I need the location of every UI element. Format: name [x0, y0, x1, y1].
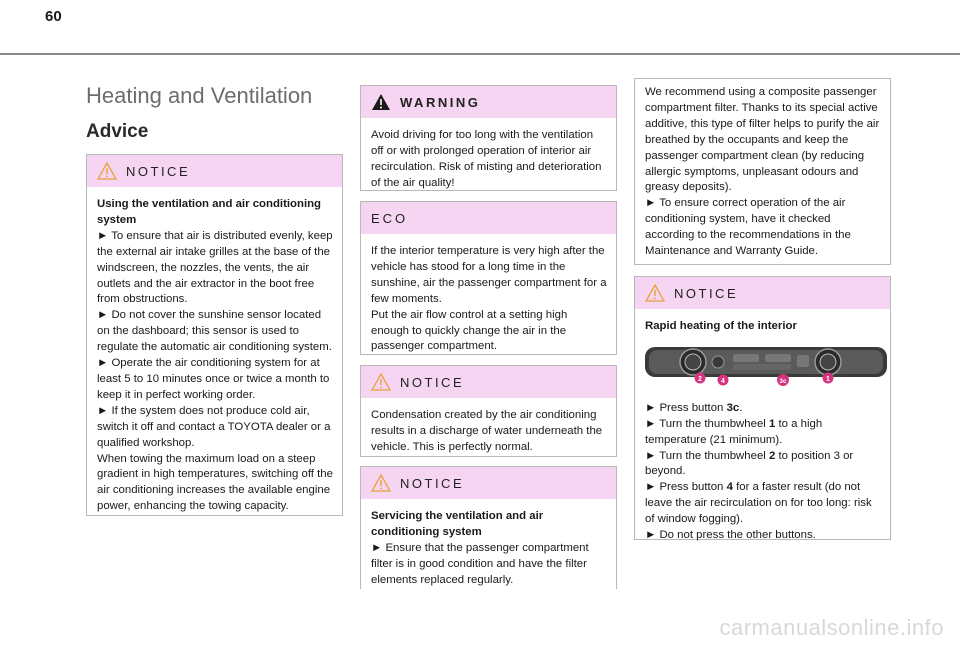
notice-header — [361, 366, 616, 398]
notice-body — [87, 187, 342, 523]
notice-box-ventilation — [86, 154, 343, 516]
eco-label: ECO — [371, 210, 409, 226]
section-title: Advice — [86, 121, 149, 142]
rapid-step: ► Turn the thumbwheel 1 to a high temperature (21 minimum). — [645, 417, 823, 446]
filter-info-body — [635, 79, 890, 268]
rapid-heading: Rapid heating of the interior — [645, 320, 797, 332]
notice-line: When towing the maximum load on a steep gradient in high temperatures, switching off the air conditioning increases the available engine power, enhancing the towing capacity. — [97, 452, 333, 513]
notice-label: NOTICE — [674, 285, 739, 301]
notice-body — [361, 398, 616, 464]
callout-label: 2 — [698, 375, 702, 383]
warning-outline-icon — [97, 162, 117, 180]
notice-label: NOTICE — [400, 475, 465, 491]
condensation-text: Condensation created by the air conditioning results in a discharge of water underneath the vehicle. This is perfectly normal. — [371, 409, 603, 453]
servicing-text: ► Ensure that the passenger compartment filter is in good condition and have the filter elements replaced regularly. — [371, 541, 589, 586]
notice-box-servicing — [360, 466, 617, 589]
page-number: 60 — [45, 8, 62, 25]
page-title: Heating and Ventilation — [86, 83, 313, 108]
notice-box-rapid-heating — [634, 276, 891, 540]
eco-line: If the interior temperature is very high after the vehicle has stood for a long time in the sunshine, air the passenger compartment for a few moments. — [371, 245, 607, 305]
warning-body — [361, 118, 616, 200]
footer-watermark: carmanualsonline.info — [719, 615, 944, 640]
eco-header — [361, 202, 616, 234]
notice-body — [635, 309, 890, 552]
filter-line: ► To ensure correct operation of the air conditioning system, have it checked according to the recommendations in the Maintenance and Warranty Guide. — [645, 197, 851, 258]
warning-header — [361, 86, 616, 118]
warning-text: Avoid driving for too long with the ventilation off or with prolonged operation of interior air recirculation. Risk of misting and deterioration of the air quality! — [371, 129, 602, 189]
filter-line: We recommend using a composite passenger compartment filter. Thanks to its special active additive, this type of filter helps to purify the air breathed by the occupants and keep the passenger compartment clean (by reducing allergic symptoms, unpleasant odours and greasy deposits). — [645, 86, 880, 194]
notice-box-condensation — [360, 365, 617, 457]
rapid-step: ► Press button 3c. — [645, 401, 743, 414]
warning-outline-icon — [371, 373, 391, 391]
notice-heading: Using the ventilation and air conditioning system — [97, 198, 322, 226]
servicing-heading: Servicing the ventilation and air conditioning system — [371, 510, 544, 538]
notice-line: ► Operate the air conditioning system for at least 5 to 10 minutes once or twice a month to keep it in perfect working order. — [97, 357, 330, 401]
rapid-step: ► Do not press the other buttons. — [645, 529, 816, 542]
warning-box — [360, 85, 617, 191]
eco-body — [361, 234, 616, 363]
top-rule — [0, 53, 960, 55]
callout-label: 4 — [721, 377, 725, 385]
warning-outline-icon — [371, 474, 391, 492]
climate-control-panel-illustration — [643, 343, 889, 387]
notice-body — [361, 499, 616, 597]
rapid-step: ► Press button 4 for a faster result (do not leave the air recirculation on for too long: risk of window fogging). — [645, 481, 872, 526]
notice-header — [635, 277, 890, 309]
notice-header — [361, 467, 616, 499]
notice-label: NOTICE — [126, 163, 191, 179]
notice-line: ► Do not cover the sunshine sensor located on the dashboard; this sensor is used to regulate the automatic air conditioning system. — [97, 309, 332, 354]
warning-outline-icon — [645, 284, 665, 302]
notice-line: ► If the system does not produce cold air, switch it off and contact a TOYOTA dealer or a qualified workshop. — [97, 404, 331, 449]
warning-label: WARNING — [400, 94, 481, 110]
warning-filled-icon — [371, 93, 391, 111]
eco-line: Put the air flow control at a setting high enough to quickly change the air in the passenger compartment. — [371, 308, 568, 353]
filter-info-box — [634, 78, 891, 265]
notice-label: NOTICE — [400, 374, 465, 390]
callout-label: 3c — [779, 377, 787, 385]
rapid-step: ► Turn the thumbwheel 2 to position 3 or beyond. — [645, 449, 854, 478]
eco-box — [360, 201, 617, 355]
notice-line: ► To ensure that air is distributed evenly, keep the external air intake grilles at the base of the windscreen, the nozzles, the vents, the air outlets and the air extractor in the boot free from obstructions. — [97, 229, 333, 306]
notice-header — [87, 155, 342, 187]
callout-label: 1 — [826, 375, 830, 383]
